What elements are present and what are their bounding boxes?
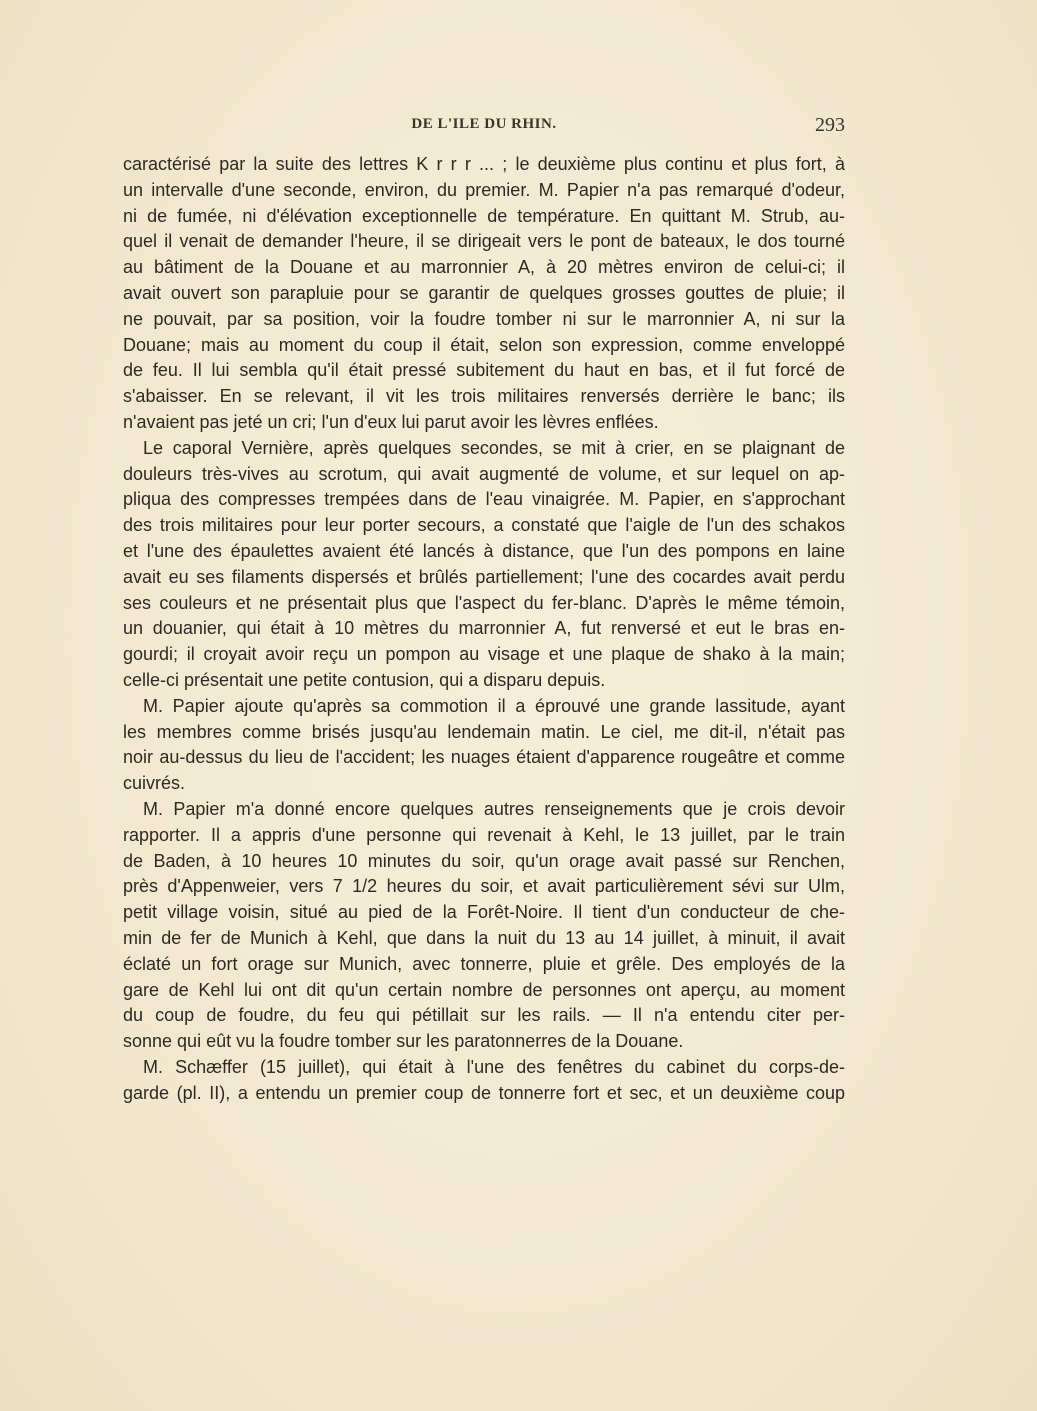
text-line: éclaté un fort orage sur Munich, avec tonnerre, pluie et grêle. Des employés de la bbox=[123, 953, 845, 974]
text-line: caractérisé par la suite des lettres K r r r ... ; le deuxième plus continu et plus fort, à bbox=[123, 154, 845, 174]
text-line: du coup de foudre, du feu qui pétillait sur les rails. — Il n'a entendu citer per- bbox=[123, 1005, 845, 1026]
text-line: M. Schæffer (15 juillet), qui était à l'une des fenêtres du cabinet du corps-de- bbox=[143, 1056, 845, 1077]
text-line: près d'Appenweier, vers 7 1/2 heures du soir, et avait particulièrement sévi sur Ulm, bbox=[123, 876, 845, 897]
text-line: de Baden, à 10 heures 10 minutes du soir, qu'un orage avait passé sur Renchen, bbox=[123, 850, 845, 871]
text-line: celle-ci présentait une petite contusion, qui a disparu depuis. bbox=[123, 669, 606, 690]
body-text bbox=[123, 152, 845, 1106]
text-line: un intervalle d'une seconde, environ, du premier. M. Papier n'a pas remarqué d'odeur, bbox=[123, 179, 845, 200]
text-line: rapporter. Il a appris d'une personne qui revenait à Kehl, le 13 juillet, par le train bbox=[123, 824, 845, 845]
text-line: et l'une des épaulettes avaient été lancés à distance, que l'un des pompons en laine bbox=[123, 540, 845, 561]
text-line: pliqua des compresses trempées dans de l'eau vinaigrée. M. Papier, en s'approchant bbox=[123, 489, 845, 510]
page-number: 293 bbox=[815, 114, 845, 136]
text-line: M. Papier m'a donné encore quelques autres renseignements que je crois devoir bbox=[143, 798, 845, 819]
text-line: garde (pl. II), a entendu un premier coup de tonnerre fort et sec, et un deuxième coup bbox=[123, 1082, 845, 1103]
text-line: un douanier, qui était à 10 mètres du marronnier A, fut renversé et eut le bras en- bbox=[123, 618, 845, 639]
text-line: avait ouvert son parapluie pour se garantir de quelques grosses gouttes de pluie; il bbox=[123, 282, 845, 303]
text-line: Le caporal Vernière, après quelques secondes, se mit à crier, en se plaignant de bbox=[143, 437, 845, 458]
text-line: douleurs très-vives au scrotum, qui avait augmenté de volume, et sur lequel on ap- bbox=[123, 463, 845, 484]
text-line: ni de fumée, ni d'élévation exceptionnelle de température. En quittant M. Strub, au- bbox=[123, 205, 845, 226]
text-line: min de fer de Munich à Kehl, que dans la nuit du 13 au 14 juillet, à minuit, il avait bbox=[123, 927, 845, 948]
text-line: s'abaisser. En se relevant, il vit les trois militaires renversés derrière le banc; ils bbox=[123, 386, 845, 407]
text-line: ses couleurs et ne présentait plus que l'aspect du fer-blanc. D'après le même témoin, bbox=[123, 592, 845, 613]
text-line: de feu. Il lui sembla qu'il était pressé subitement du haut en bas, et il fut forcé de bbox=[123, 360, 845, 381]
text-line: n'avaient pas jeté un cri; l'un d'eux lui parut avoir les lèvres enflées. bbox=[123, 411, 659, 432]
text-line: sonne qui eût vu la foudre tomber sur les paratonnerres de la Douane. bbox=[123, 1031, 684, 1052]
running-head bbox=[123, 116, 845, 144]
text-line: avait eu ses filaments dispersés et brûlés partiellement; l'une des cocardes avait perdu bbox=[123, 566, 845, 587]
text-line: gare de Kehl lui ont dit qu'un certain nombre de personnes ont aperçu, au moment bbox=[123, 979, 845, 1000]
running-title: DE L'ILE DU RHIN. bbox=[411, 116, 557, 132]
text-line: petit village voisin, situé au pied de la Forêt-Noire. Il tient d'un conducteur de che- bbox=[123, 902, 845, 923]
text-line: quel il venait de demander l'heure, il se dirigeait vers le pont de bateaux, le dos tourné bbox=[123, 231, 845, 252]
text-line: au bâtiment de la Douane et au marronnier A, à 20 mètres environ de celui-ci; il bbox=[123, 257, 845, 278]
text-line: M. Papier ajoute qu'après sa commotion il a éprouvé une grande lassitude, ayant bbox=[143, 695, 845, 716]
text-line: les membres comme brisés jusqu'au lendemain matin. Le ciel, me dit-il, n'était pas bbox=[123, 721, 845, 742]
text-line: des trois militaires pour leur porter secours, a constaté que l'aigle de l'un des schakos bbox=[123, 515, 845, 536]
text-line: cuivrés. bbox=[123, 773, 186, 794]
text-line: gourdi; il croyait avoir reçu un pompon au visage et une plaque de shako à la main; bbox=[123, 644, 845, 665]
text-line: noir au-dessus du lieu de l'accident; les nuages étaient d'apparence rougeâtre et comme bbox=[123, 747, 845, 768]
text-line: Douane; mais au moment du coup il était, selon son expression, comme enveloppé bbox=[123, 334, 845, 355]
text-line: ne pouvait, par sa position, voir la foudre tomber ni sur le marronnier A, ni sur la bbox=[123, 308, 845, 329]
